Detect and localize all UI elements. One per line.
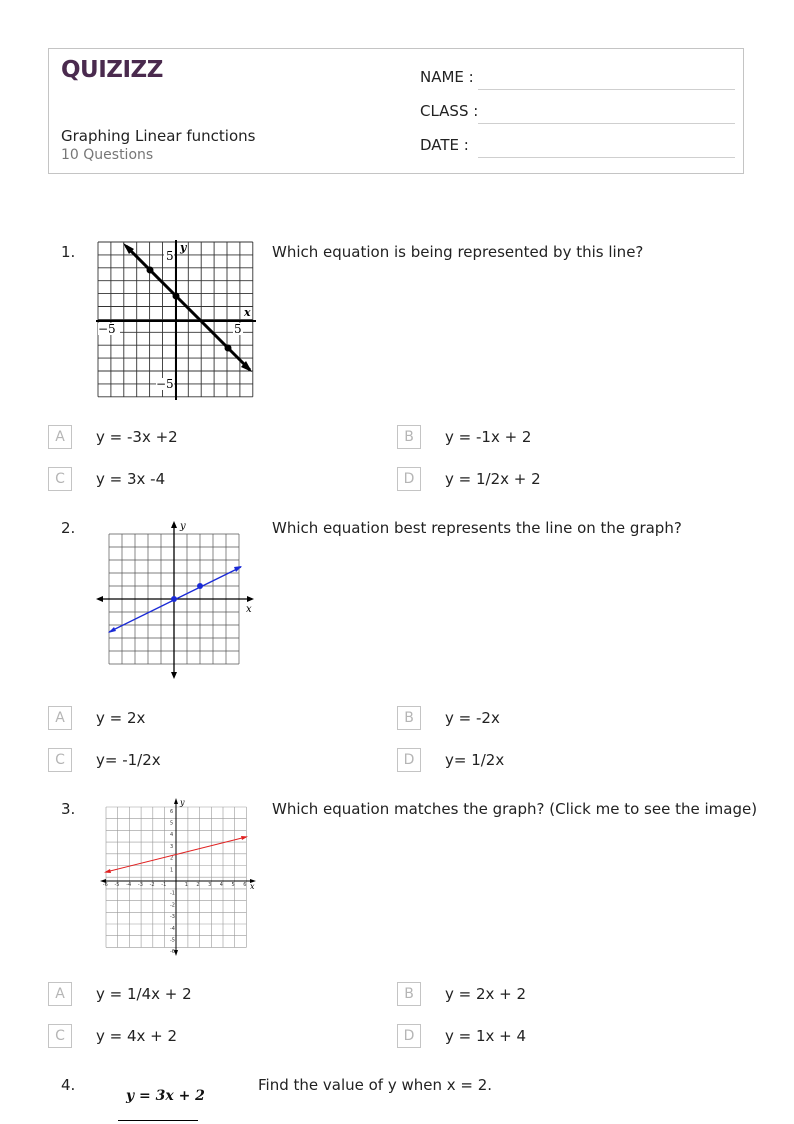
x-tick-label: -2 (149, 882, 155, 888)
option-a-box[interactable]: A (48, 982, 72, 1006)
y-axis-label: y (180, 521, 186, 532)
y-axis-label: y (180, 241, 187, 254)
arrow-head (96, 596, 103, 602)
class-line (478, 123, 735, 124)
graph-point (225, 345, 232, 352)
y-tick-label: 4 (170, 832, 174, 839)
table-top-edge (118, 1120, 198, 1124)
y-tick-label: -4 (170, 925, 175, 932)
y-bottom-label: −5 (156, 377, 174, 391)
arrow-head (171, 672, 177, 679)
option-d-text[interactable]: y = 1/2x + 2 (445, 470, 541, 488)
option-c-text[interactable]: y= -1/2x (96, 751, 161, 769)
date-field[interactable] (420, 136, 735, 158)
question-3-number: 3. (61, 800, 76, 818)
x-tick-label: 2 (196, 882, 200, 888)
x-tick-label: 6 (243, 882, 247, 888)
option-d-box[interactable]: D (397, 1024, 421, 1048)
x-right-label: 5 (234, 322, 242, 336)
date-line (478, 157, 735, 158)
x-axis-label: x (244, 306, 251, 319)
question-4-equation: y = 3x + 2 (126, 1088, 205, 1104)
y-axis-label: y (180, 798, 185, 807)
question-3-graph (100, 798, 260, 958)
question-2-graph (96, 520, 256, 680)
question-3-text: Which equation matches the graph? (Click me to see the image) (272, 800, 758, 818)
y-tick-label: -6 (170, 949, 175, 956)
option-b-box[interactable]: B (397, 425, 421, 449)
question-4-text: Find the value of y when x = 2. (258, 1076, 493, 1094)
option-c-box[interactable]: C (48, 748, 72, 772)
graph-point (197, 583, 203, 589)
question-4-number: 4. (61, 1076, 76, 1094)
y-tick-label: -3 (170, 914, 175, 921)
name-label: NAME : (420, 68, 474, 86)
tick-labels (103, 809, 247, 955)
arrow-head (234, 566, 242, 572)
x-tick-label: -6 (102, 882, 108, 888)
x-tick-label: 3 (208, 882, 212, 888)
option-c-text[interactable]: y = 4x + 2 (96, 1027, 178, 1045)
option-c-text[interactable]: y = 3x -4 (96, 470, 166, 488)
graph-point (171, 596, 177, 602)
option-a-text[interactable]: y = -3x +2 (96, 428, 178, 446)
y-tick-label: 1 (170, 867, 174, 874)
option-c-box[interactable]: C (48, 1024, 72, 1048)
arrow-head (247, 596, 254, 602)
class-label: CLASS : (420, 102, 479, 120)
y-tick-label: -5 (170, 937, 175, 944)
question-2-text: Which equation best represents the line on the graph? (272, 519, 682, 537)
date-label: DATE : (420, 136, 469, 154)
option-b-text[interactable]: y = 2x + 2 (445, 985, 527, 1003)
option-a-text[interactable]: y = 2x (96, 709, 146, 727)
x-left-label: −5 (98, 322, 116, 336)
option-d-box[interactable]: D (397, 467, 421, 491)
name-field[interactable] (420, 68, 735, 90)
worksheet-title: Graphing Linear functions (61, 127, 256, 145)
x-tick-label: 5 (231, 882, 235, 888)
question-count: 10 Questions (61, 147, 154, 163)
name-line (478, 89, 735, 90)
y-tick-label: -2 (170, 902, 175, 909)
question-2-number: 2. (61, 519, 76, 537)
graph-point (147, 267, 154, 274)
arrow-head (171, 521, 177, 528)
question-1-text: Which equation is being represented by this line? (272, 243, 644, 261)
option-d-box[interactable]: D (397, 748, 421, 772)
quizizz-logo: QUIZIZZ (61, 57, 163, 83)
option-d-text[interactable]: y = 1x + 4 (445, 1027, 527, 1045)
x-axis-label: x (246, 604, 252, 615)
x-tick-label: 4 (219, 882, 223, 888)
option-c-box[interactable]: C (48, 467, 72, 491)
graph-point (173, 293, 180, 300)
option-b-text[interactable]: y = -2x (445, 709, 500, 727)
x-tick-label: -4 (126, 882, 132, 888)
question-1-graph (96, 240, 256, 400)
option-b-text[interactable]: y = -1x + 2 (445, 428, 532, 446)
worksheet-header (48, 48, 744, 174)
option-d-text[interactable]: y= 1/2x (445, 751, 505, 769)
arrow-head (104, 869, 111, 873)
option-a-box[interactable]: A (48, 425, 72, 449)
option-b-box[interactable]: B (397, 982, 421, 1006)
class-field[interactable] (420, 102, 735, 124)
option-a-box[interactable]: A (48, 706, 72, 730)
y-tick-label: 6 (170, 808, 174, 815)
option-b-box[interactable]: B (397, 706, 421, 730)
x-tick-label: 1 (184, 882, 188, 888)
x-axis-label: x (250, 882, 255, 891)
y-tick-label: 2 (170, 855, 174, 862)
x-tick-label: -5 (114, 882, 120, 888)
x-tick-label: -1 (161, 882, 167, 888)
option-a-text[interactable]: y = 1/4x + 2 (96, 985, 192, 1003)
x-tick-label: -3 (137, 882, 143, 888)
y-tick-label: 3 (170, 843, 174, 850)
question-1-number: 1. (61, 243, 76, 261)
y-tick-label: 5 (170, 820, 174, 827)
y-top-label: 5 (166, 249, 174, 263)
y-tick-label: -1 (170, 890, 175, 897)
arrow-head (241, 836, 248, 840)
arrow-head (174, 798, 178, 804)
